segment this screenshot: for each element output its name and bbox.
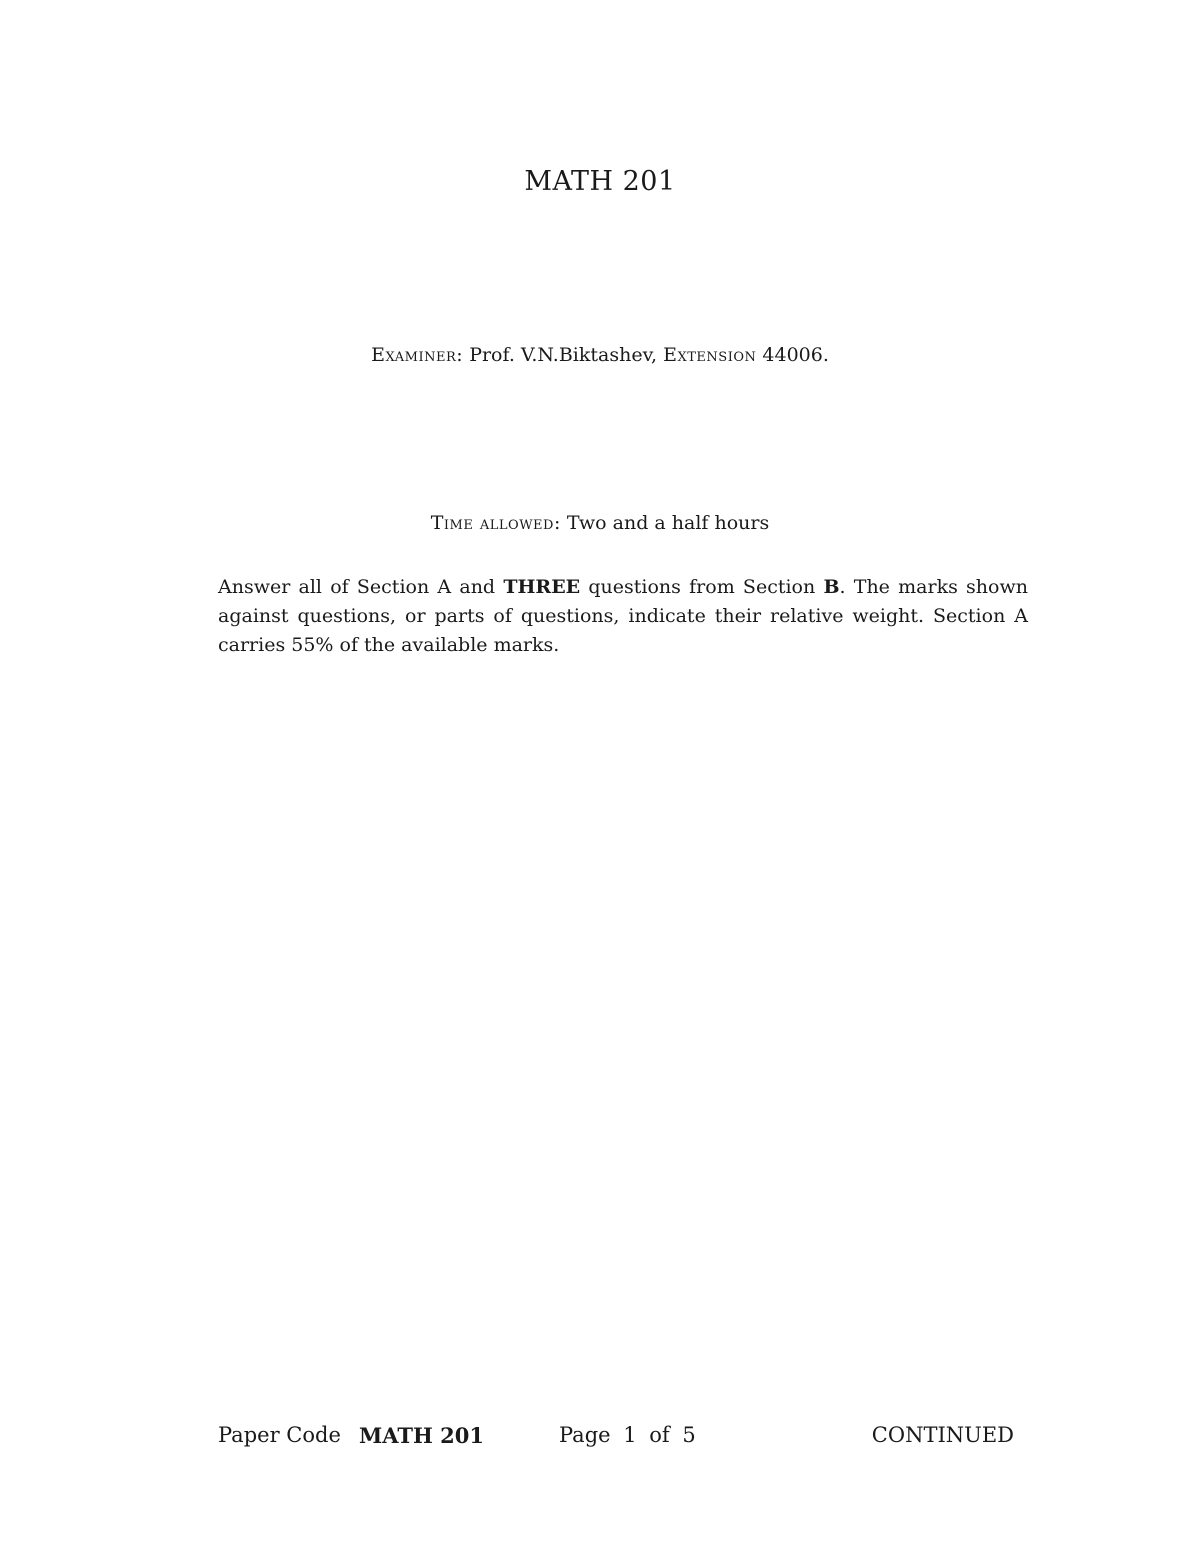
examiner-name: Prof. V.N.Biktashev,: [469, 344, 658, 366]
footer-continued: CONTINUED: [871, 1423, 1014, 1447]
course-title: MATH 201: [524, 166, 676, 197]
footer-paper-code: MATH 201: [359, 1423, 485, 1448]
time-allowed-line: [0, 512, 1200, 534]
examiner-line: [0, 344, 1200, 366]
extension-number: 44006.: [762, 344, 829, 366]
time-allowed-value: Two and a half hours: [566, 512, 770, 534]
examiner-label: Examiner:: [371, 344, 464, 366]
footer-page-number: Page 1 of 5: [559, 1423, 696, 1447]
page-footer: [218, 1423, 1018, 1453]
instructions-part-2: questions from Section: [580, 576, 824, 598]
exam-instructions: [218, 573, 1028, 660]
instructions-emphasis: THREE: [503, 576, 581, 598]
footer-paper-code-label: Paper Code: [218, 1423, 341, 1447]
instructions-part-1: Answer all of Section A and: [218, 576, 504, 598]
instructions-section-b: B: [823, 576, 840, 598]
extension-label: Extension: [663, 344, 757, 366]
time-allowed-label: Time allowed:: [430, 512, 561, 534]
instructions-part-3: . The marks shown against questions, or parts of questions, indicate their relative weight. Section A carries 55% of the available marks.: [218, 576, 1028, 656]
